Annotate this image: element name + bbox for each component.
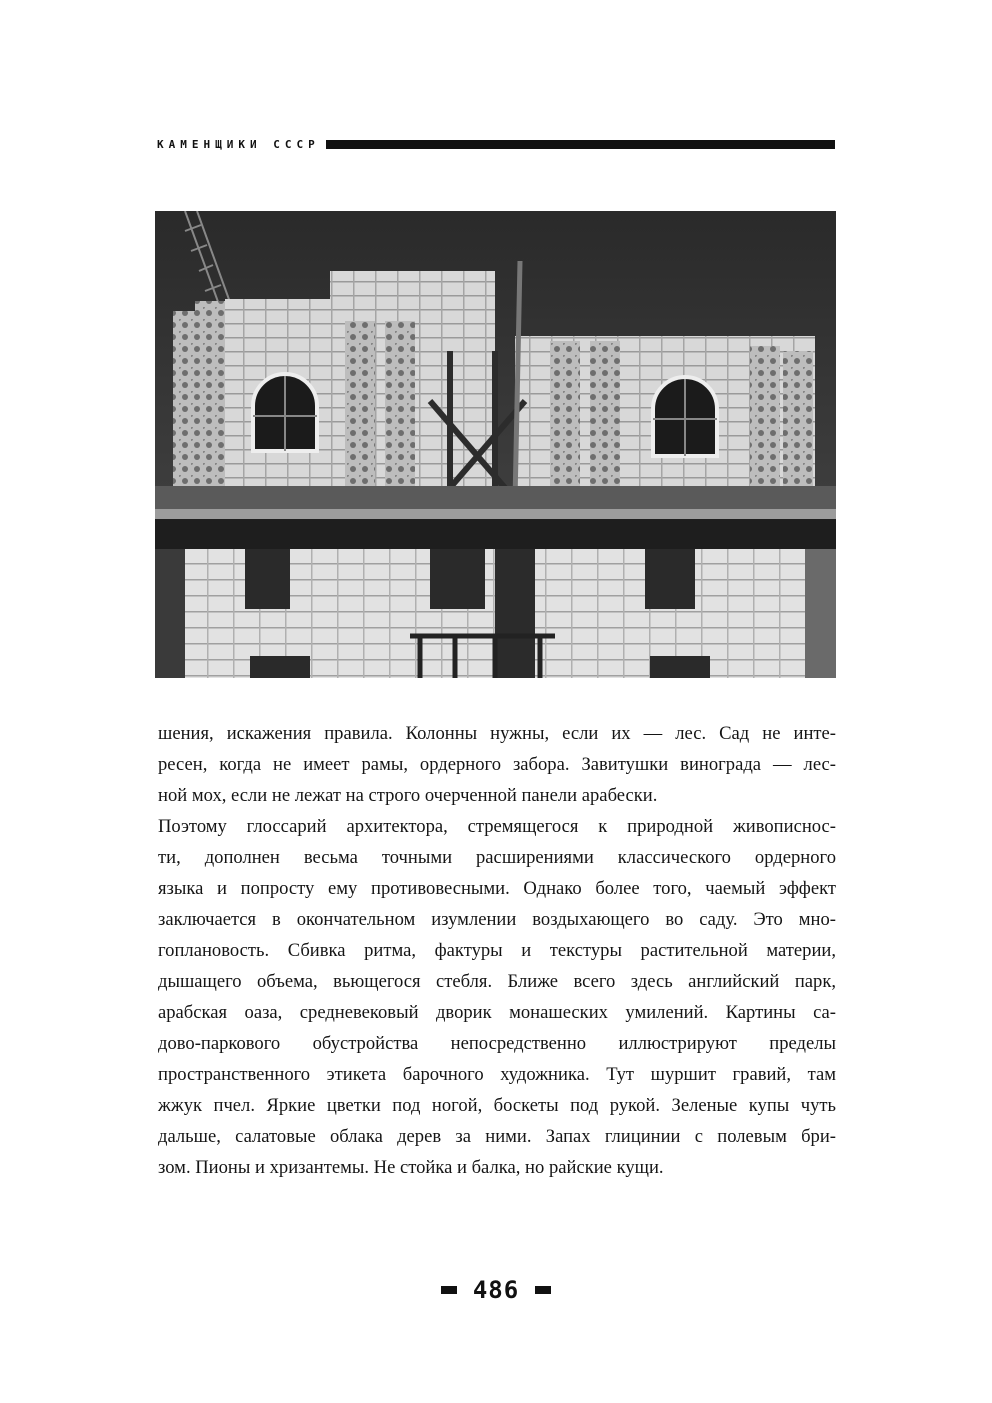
running-header xyxy=(157,136,835,152)
text-line: жжук пчел. Яркие цветки под ногой, боскеты под рукой. Зеленые купы чуть xyxy=(158,1095,836,1116)
text-line: гоплановость. Сбивка ритма, фактуры и текстуры растительной материи, xyxy=(158,940,836,961)
page-number: 486 xyxy=(472,1276,520,1304)
running-header-title: КАМЕНЩИКИ СССР xyxy=(157,137,320,151)
text-line: пространственного этикета барочного художника. Тут шуршит гравий, там xyxy=(158,1064,836,1085)
text-line: Поэтому глоссарий архитектора, стремящегося к природной живописнос- xyxy=(158,816,836,837)
header-rule xyxy=(326,140,835,149)
page-footer xyxy=(0,1276,992,1304)
text-line: ти, дополнен весьма точными расширениями классического ордерного xyxy=(158,847,836,868)
building-photo-image xyxy=(155,211,836,678)
text-line: дово-паркового обустройства непосредственно иллюстрируют пределы xyxy=(158,1033,836,1054)
text-line: дышащего объема, вьющегося стебля. Ближе всего здесь английский парк, xyxy=(158,971,836,992)
text-line: шения, искажения правила. Колонны нужны, если их — лес. Сад не инте- xyxy=(158,723,836,744)
footer-dash-left xyxy=(441,1286,457,1294)
building-photo xyxy=(155,211,836,678)
text-line: заключается в окончательном изумлении воздыхающего во саду. Это мно- xyxy=(158,909,836,930)
text-line: ресен, когда не имеет рамы, ордерного забора. Завитушки винограда — лес- xyxy=(158,754,836,775)
footer-dash-right xyxy=(535,1286,551,1294)
text-line: языка и попросту ему противовесными. Однако более того, чаемый эффект xyxy=(158,878,836,899)
text-line: арабская оаза, средневековый дворик монашеских умилений. Картины са- xyxy=(158,1002,836,1023)
body-text xyxy=(158,718,836,1183)
text-line: зом. Пионы и хризантемы. Не стойка и балка, но райские кущи. xyxy=(158,1157,664,1178)
text-line: дальше, салатовые облака дерев за ними. Запах глицинии с полевым бри- xyxy=(158,1126,836,1147)
text-line: ной мох, если не лежат на строго очерченной панели арабески. xyxy=(158,785,658,806)
